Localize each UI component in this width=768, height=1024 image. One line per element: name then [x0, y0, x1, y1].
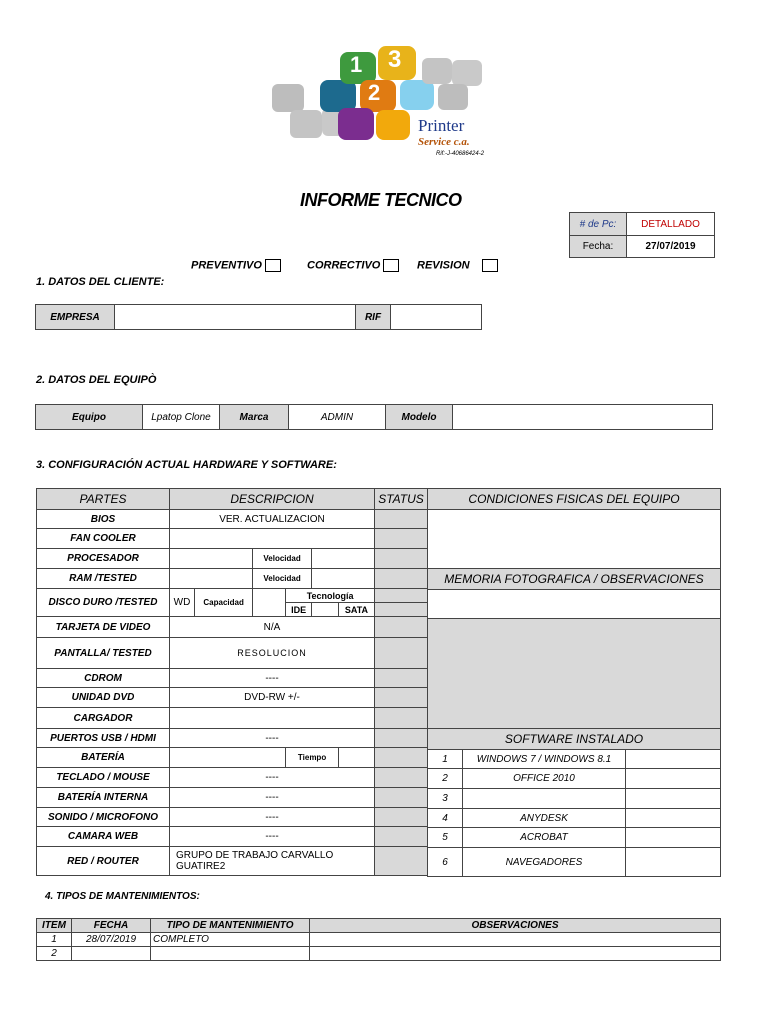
pantalla-label: PANTALLA/ TESTED: [37, 638, 170, 669]
pc-value[interactable]: DETALLADO: [627, 213, 715, 236]
cargador-label: CARGADOR: [37, 708, 170, 729]
fan-label: FAN COOLER: [37, 529, 170, 549]
rif-field[interactable]: [391, 305, 482, 330]
equipo-value[interactable]: Lpatop Clone: [143, 405, 220, 430]
proc-velocidad-label: Velocidad: [253, 549, 312, 569]
software-name[interactable]: NAVEGADORES: [463, 848, 626, 877]
ide-value[interactable]: [311, 603, 338, 617]
software-num: 3: [428, 789, 463, 809]
section-1-title: 1. DATOS DEL CLIENTE:: [36, 276, 165, 288]
camara-desc[interactable]: ----: [170, 827, 375, 847]
teclado-desc[interactable]: ----: [170, 768, 375, 788]
software-extra[interactable]: [626, 789, 721, 809]
software-name[interactable]: ANYDESK: [463, 809, 626, 828]
disco-wd: WD: [170, 589, 195, 617]
table-row: [37, 933, 721, 947]
row-item: 2: [37, 947, 72, 961]
bateria-desc[interactable]: [170, 748, 286, 768]
sata-label: SATA: [338, 603, 374, 617]
software-num: 1: [428, 750, 463, 769]
row-observaciones[interactable]: [310, 947, 721, 961]
logo-sub: Service c.a.: [418, 136, 470, 148]
proc-desc[interactable]: [170, 549, 253, 569]
condiciones-area[interactable]: [427, 509, 721, 569]
proc-velocidad-value[interactable]: [311, 549, 374, 569]
cargador-desc[interactable]: [170, 708, 375, 729]
fan-status[interactable]: [375, 529, 428, 549]
sonido-status[interactable]: [375, 808, 428, 827]
proc-label: PROCESADOR: [37, 549, 170, 569]
ram-desc[interactable]: [170, 569, 253, 589]
tiempo-value[interactable]: [338, 748, 374, 768]
software-header: SOFTWARE INSTALADO: [427, 728, 721, 750]
software-num: 5: [428, 828, 463, 848]
col-fecha: FECHA: [72, 919, 151, 933]
disco-status-b[interactable]: [375, 603, 428, 617]
modelo-value[interactable]: [453, 405, 713, 430]
disco-status-a[interactable]: [375, 589, 428, 603]
software-name[interactable]: WINDOWS 7 / WINDOWS 8.1: [463, 750, 626, 769]
col-observaciones: OBSERVACIONES: [310, 919, 721, 933]
modelo-label: Modelo: [386, 405, 453, 430]
video-desc[interactable]: N/A: [170, 617, 375, 638]
equipment-table: [35, 404, 713, 430]
dvd-label: UNIDAD DVD: [37, 688, 170, 708]
cdrom-label: CDROM: [37, 669, 170, 688]
correctivo-checkbox[interactable]: [383, 259, 399, 272]
col-partes: PARTES: [37, 489, 170, 510]
usb-label: PUERTOS USB / HDMI: [37, 729, 170, 748]
equipo-label: Equipo: [36, 405, 143, 430]
bat-int-desc[interactable]: ----: [170, 788, 375, 808]
usb-desc[interactable]: ----: [170, 729, 375, 748]
row-tipo[interactable]: [151, 947, 310, 961]
video-label: TARJETA DE VIDEO: [37, 617, 170, 638]
software-extra[interactable]: [626, 750, 721, 769]
software-extra[interactable]: [626, 848, 721, 877]
bios-label: BIOS: [37, 510, 170, 529]
logo-digit-2: 2: [368, 80, 381, 105]
disco-label: DISCO DURO /TESTED: [37, 589, 170, 617]
empresa-field[interactable]: [115, 305, 356, 330]
type-revision[interactable]: REVISION: [417, 259, 498, 272]
col-item: ITEM: [37, 919, 72, 933]
software-name[interactable]: OFFICE 2010: [463, 769, 626, 789]
ram-status[interactable]: [375, 569, 428, 589]
row-fecha[interactable]: 28/07/2019: [72, 933, 151, 947]
bios-status[interactable]: [375, 510, 428, 529]
sonido-label: SONIDO / MICROFONO: [37, 808, 170, 827]
rif-label: RIF: [356, 305, 391, 330]
dvd-desc[interactable]: DVD-RW +/-: [170, 688, 375, 708]
software-extra[interactable]: [626, 769, 721, 789]
camara-label: CAMARA WEB: [37, 827, 170, 847]
condiciones-header: CONDICIONES FISICAS DEL EQUIPO: [427, 488, 721, 510]
logo-rif: Rif:-J-40686424-2: [436, 151, 485, 157]
software-name[interactable]: ACROBAT: [463, 828, 626, 848]
pc-label: # de Pc:: [570, 213, 627, 236]
type-correctivo[interactable]: CORRECTIVO: [307, 259, 399, 272]
software-name[interactable]: [463, 789, 626, 809]
proc-status[interactable]: [375, 549, 428, 569]
software-extra[interactable]: [626, 809, 721, 828]
ram-label: RAM /TESTED: [37, 569, 170, 589]
bat-int-status[interactable]: [375, 788, 428, 808]
red-status[interactable]: [375, 847, 428, 876]
teclado-status[interactable]: [375, 768, 428, 788]
memoria-area[interactable]: [427, 589, 721, 619]
fan-desc[interactable]: [170, 529, 375, 549]
col-tipo: TIPO DE MANTENIMIENTO: [151, 919, 310, 933]
red-desc[interactable]: GRUPO DE TRABAJO CARVALLO GUATIRE2: [170, 847, 375, 876]
fecha-value[interactable]: 27/07/2019: [627, 236, 715, 258]
section-4-title: 4. TIPOS DE MANTENIMIENTOS:: [45, 891, 200, 902]
bios-desc[interactable]: VER. ACTUALIZACION: [170, 510, 375, 529]
logo-brand: Printer: [418, 116, 465, 135]
video-status[interactable]: [375, 617, 428, 638]
ram-velocidad-label: Velocidad: [253, 569, 312, 589]
disco-tecnologia: Tecnología: [286, 589, 375, 603]
software-extra[interactable]: [626, 828, 721, 848]
cargador-status[interactable]: [375, 708, 428, 729]
pantalla-desc[interactable]: RESOLUCION: [170, 638, 375, 669]
logo-digit-1: 1: [350, 52, 363, 77]
software-num: 4: [428, 809, 463, 828]
page-title: INFORME TECNICO: [300, 190, 462, 210]
software-num: 6: [428, 848, 463, 877]
memoria-header: MEMORIA FOTOGRAFICA / OBSERVACIONES: [427, 568, 721, 590]
section-2-title: 2. DATOS DEL EQUIPÒ: [36, 374, 157, 386]
dvd-status[interactable]: [375, 688, 428, 708]
bat-int-label: BATERÍA INTERNA: [37, 788, 170, 808]
camara-status[interactable]: [375, 827, 428, 847]
usb-status[interactable]: [375, 729, 428, 748]
client-table: [35, 304, 482, 330]
revision-checkbox[interactable]: [482, 259, 498, 272]
ide-label: IDE: [286, 603, 312, 617]
software-num: 2: [428, 769, 463, 789]
disco-capacidad-value[interactable]: [253, 589, 286, 617]
bateria-status[interactable]: [375, 748, 428, 768]
row-fecha[interactable]: [72, 947, 151, 961]
section-3-title: 3. CONFIGURACIÓN ACTUAL HARDWARE Y SOFTWARE:: [36, 459, 337, 471]
row-tipo[interactable]: COMPLETO: [151, 933, 310, 947]
fecha-label: Fecha:: [570, 236, 627, 258]
table-row: [37, 947, 721, 961]
pc-info-box: [569, 212, 715, 258]
teclado-label: TECLADO / MOUSE: [37, 768, 170, 788]
bateria-label: BATERÍA: [37, 748, 170, 768]
type-preventivo[interactable]: PREVENTIVO: [191, 259, 281, 272]
cdrom-desc[interactable]: ----: [170, 669, 375, 688]
empresa-label: EMPRESA: [36, 305, 115, 330]
hardware-table: [36, 488, 428, 876]
row-item: 1: [37, 933, 72, 947]
row-observaciones[interactable]: [310, 933, 721, 947]
red-label: RED / ROUTER: [37, 847, 170, 876]
tiempo-label: Tiempo: [286, 748, 339, 768]
col-status: STATUS: [375, 489, 428, 510]
logo-digit-3: 3: [388, 46, 402, 73]
preventivo-checkbox[interactable]: [265, 259, 281, 272]
ram-velocidad-value[interactable]: [311, 569, 374, 589]
cdrom-status[interactable]: [375, 669, 428, 688]
disco-capacidad-label: Capacidad: [195, 589, 253, 617]
pantalla-status[interactable]: [375, 638, 428, 669]
col-descripcion: DESCRIPCION: [170, 489, 375, 510]
memoria-photo-area[interactable]: [427, 618, 721, 729]
hardware-grid: [36, 488, 721, 876]
marca-label: Marca: [220, 405, 289, 430]
marca-value[interactable]: ADMIN: [289, 405, 386, 430]
maintenance-table: [36, 918, 721, 961]
software-table: [427, 749, 721, 877]
company-logo: [262, 38, 510, 168]
sonido-desc[interactable]: ----: [170, 808, 375, 827]
